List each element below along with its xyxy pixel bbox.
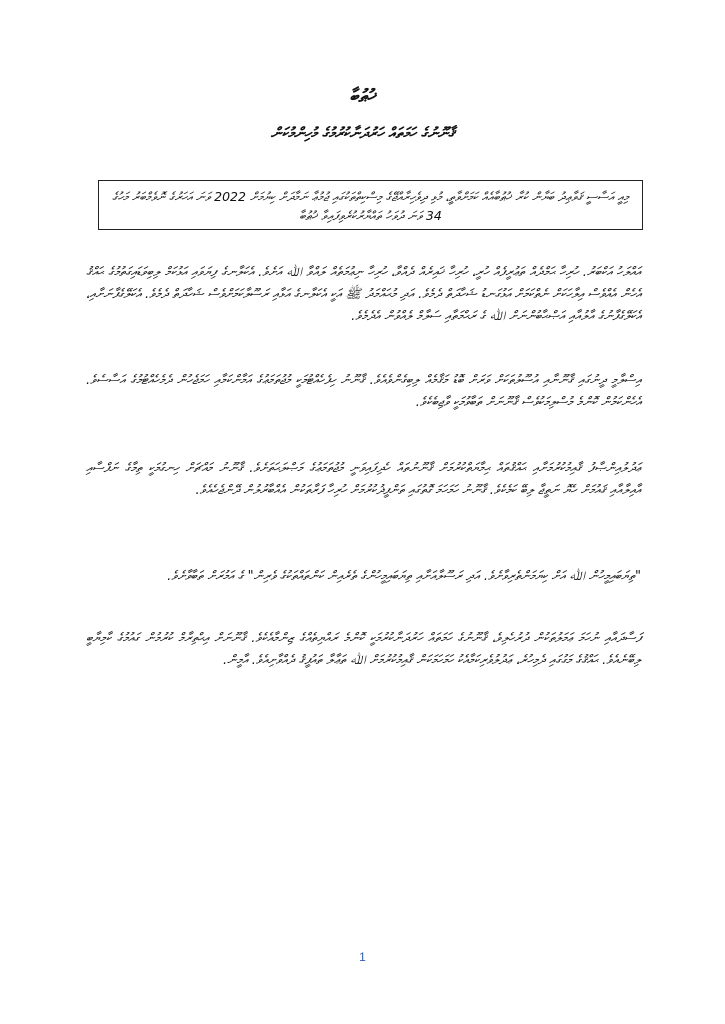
document-subtitle: ޤާނޫނުގެ ހަމަތައް ހަރުދަނާކުރުމުގެ މުހިންމުކަން — [270, 124, 455, 142]
document-heading: ޚުޠުބާ — [349, 86, 376, 107]
body-paragraph: އައްލަހު އަކްބަރު. ހުރިހާ ޙަމްދެއް ތަޢުރީފެއް ހުރީ، ހުރިހާ ޚައިރެއް ދެއްވާ، ހުރިހާ ނިޢުމަތެއް ލައްވާ ﷲ އަށެވެ. އެކަލާނގެ ފިޔަވައި އަޅުކަމް ލިބިވަޑައިގަތުމުގެ ޙައްޤު އެހެން އެއްވެސް އިލާހަކަށް ނެތްކަމަށް އަޅުގަނޑު ޝަހާދަތް ދެމެވެ. އަދި މުޙައްމަދު ﷺ އަކީ އެކަލާނގެ އަޅާއި ރަސޫލާކަމަށްވެސް ޝަހާދަތް ދެމެވެ. އެކަލޭގެފާނަށާއި، އެކަލޭގެފާނުގެ އާލުއާއި އަޞްޙާބުންނަށް ﷲ ގެ ރަޙްމަތާއި ސަލާމް ލެއްވުން އެދެމެވެ. — [86, 265, 641, 324]
quoted-paragraph: "ތިޔަބައިމީހުން ﷲ އަށް ކިޔަމަންތެރިވާށެވެ. އަދި ރަސޫލާއަށާއި ތިޔަބައިމީހުންގެ ތެރެއިން ކަންތައްތަކުގެ ވެރިން" ގެ އަމުރަށް ތަބާވާށެވެ. — [167, 569, 641, 584]
body-paragraph: ފަސާދައާއި ނުހަމަ ޢަމަލުތަކުން ދުރުހެލިވެ، ޤާނޫނުގެ ހަމަތައް ހަރުދަނާކުރުމަކީ ކޮންމެ ރައްޔިތެއްގެ ޒިންމާއެކެވެ. ޤާނޫނަށް އިޙްތިރާމް ކުރުމުން ގައުމުގެ ކާމިޔާބީ ލިބޭނެއެވެ. ޙައްޤުގެ މަގުގައި ދެމިހުރެ، ޢަދުލުވެރިކަމާއެކު ހަމަހަމަކަން ޤާއިމުކުރުމަށް ﷲ ތަޢާލާ ތައުފީޤު ދެއްވާށިއެވެ. އާމީން. — [86, 631, 641, 668]
body-paragraph: އިސްލާމީ ދީނުގައި ޤާނޫނާއި އުސޫލުތަކަށް ވަރަށް ބޮޑު މަޤާމެއް ލިބިގެންވެއެވެ. ޤާނޫނު ހިފެހެއްޓުމަކީ މުޖުތަމަޢުގެ އަމާންކަމާއި ހަމަޖެހުން ދެމެހެއްޓުމުގެ އަސާސެވެ. އެހެންކަމުން ކޮންމެ މުސްލިމަކުވެސް ޤާނޫނަށް ތަބާވުމަކީ ވާޖިބެކެވެ. — [86, 373, 641, 410]
notice-box: މިއީ އަސާސީ ޤަވާޢިދު ބަޔާން ކުރާ ޚުޠުބާއެއް ކަމަށްވާތީ، މުޅި ދިވެހިރާއްޖޭގެ މިސްކިތްތަކުގައި ޖުމުޢާ ނަމާދަށް ކިޔުމަށް 2022 ވަނަ އަހަރުގެ ނޮވެމްބަރު މަހުގެ 34 ވަނަ ދުވަހު ތައްޔާރުކުރެވިފައިވާ ޚުޠުބާ — [98, 180, 643, 230]
body-paragraph: ޢަދުލުއިންޞާފު ޤާއިމުކުރުމަށާއި ޙައްޤުތައް ޙިމާޔަތްކުރުމަށް ޤާނޫނުތައް ހެދިފައިވަނީ މުޖުތަމަޢުގެ މަޞްލަޙަތަށެވެ. ޤާނޫނު މައްޗަށް ހިނގުމަކީ ތިމާގެ ނަފްސާއި އާއިލާއާއި ޤައުމަށް ހެޔޮ ނަތީޖާ ލިބޭ ކަމެކެވެ. ޤާނޫނު ހަމަހަމަ ގޮތުގައި ތަންފީޛުކުރުމަށް ހުރިހާ ފަރާތަކުން އެއްބާރުލުން ދޭންޖެހެއެވެ. — [86, 461, 641, 498]
page-number: 1 — [359, 950, 366, 964]
